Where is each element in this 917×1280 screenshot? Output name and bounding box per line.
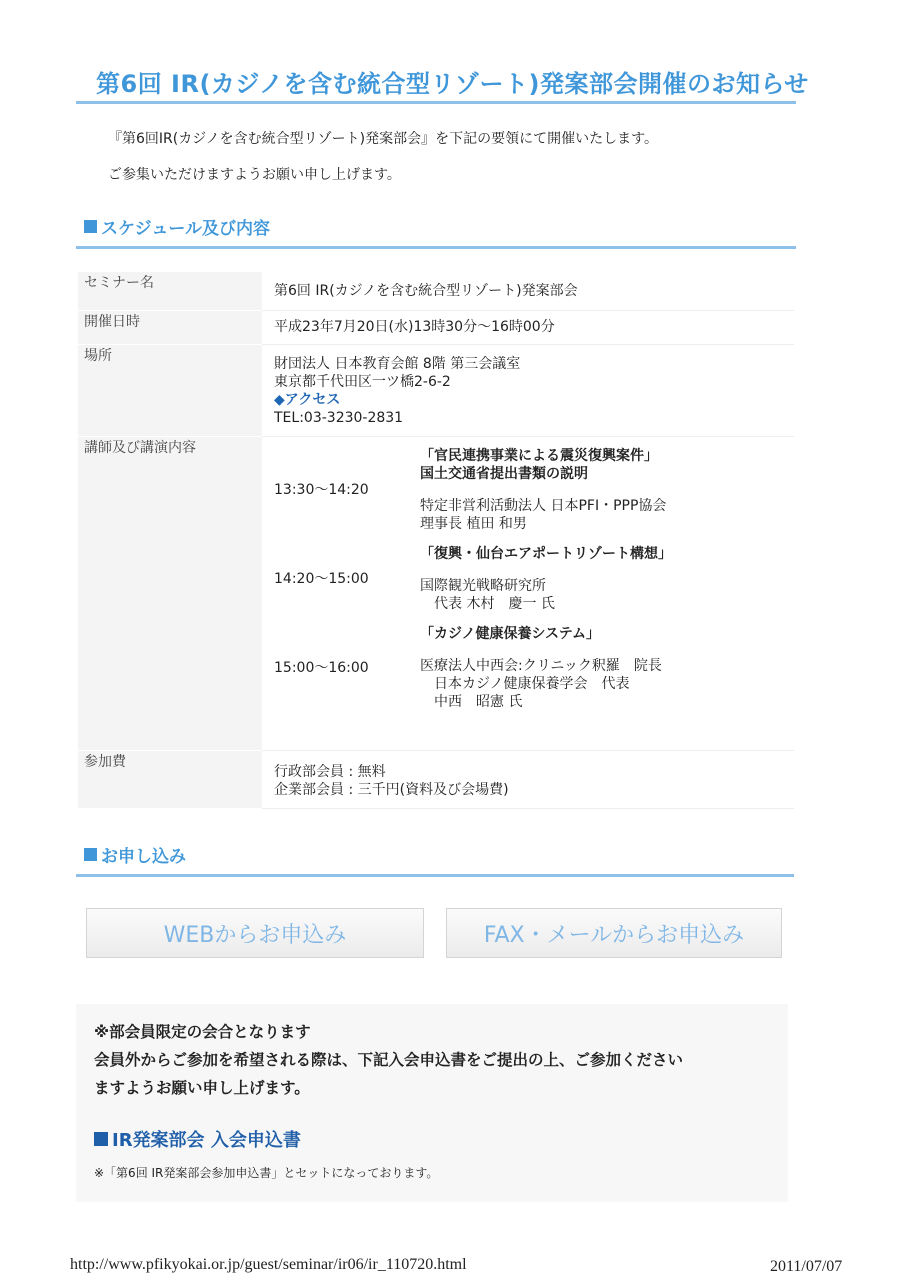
notice-text: ※部会員限定の会合となります [94,1023,311,1041]
lecture-speaker: 国際観光戦略研究所 [420,577,546,594]
lecture-value [262,436,794,750]
fax-email-apply-button[interactable]: FAX・メールからお申込み [446,908,782,958]
title-underline [76,101,796,104]
intro-text: 『第6回IR(カジノを含む統合型リゾート)発案部会』を下記の要領にて開催いたします。 [108,131,659,147]
square-bullet-icon [84,220,97,233]
lecture-speaker: 理事長 植田 和男 [420,515,527,532]
lecture-speaker: 特定非営利活動法人 日本PFI・PPP協会 [420,497,667,514]
table-row [78,344,794,436]
date-label: 開催日時 [78,310,262,344]
place-value [262,344,794,436]
membership-form-label: IR発案部会 入会申込書 [112,1130,301,1151]
date-value: 平成23年7月20日(水)13時30分～16時00分 [262,310,794,344]
application-heading [84,842,186,867]
form-note: ※「第6回 IR発案部会参加申込書」とセットになっております。 [94,1166,439,1180]
venue-tel: TEL:03-3230-2831 [274,409,404,426]
fee-admin: 行政部会員 : 無料 [274,763,386,780]
application-heading-label: お申し込み [101,847,186,867]
notice-text: ますようお願い申し上げます。 [94,1079,310,1097]
lecture-item [274,625,794,711]
web-apply-button[interactable]: WEBからお申込み [86,908,424,958]
notice-text: 会員外からご参加を希望される際は、下記入会申込書をご提出の上、ご参加ください [94,1051,684,1069]
lecture-speaker: 中西 昭憲 氏 [420,693,523,710]
section-divider [76,246,796,249]
table-row [78,436,794,750]
venue-name: 財団法人 日本教育会館 8階 第三会議室 [274,355,521,372]
lecture-title: 「カジノ健康保養システム」 [420,625,601,642]
lecture-time: 14:20～15:00 [274,570,369,587]
seminar-name-value: 第6回 IR(カジノを含む統合型リゾート)発案部会 [262,272,794,310]
page-title: 第6回 IR(カジノを含む統合型リゾート)発案部会開催のお知らせ [96,70,809,98]
lecture-speaker: 日本カジノ健康保養学会 代表 [420,675,630,692]
fee-corporate: 企業部会員 : 三千円(資料及び会場費) [274,781,509,798]
schedule-heading [84,214,270,239]
lecture-time: 13:30～14:20 [274,481,369,498]
section-divider [76,874,794,877]
lecture-label: 講師及び講演内容 [78,436,262,750]
lecture-title: 「官民連携事業による震災復興案件」 [420,447,658,464]
lecture-item [274,545,794,613]
footer-date: 2011/07/07 [770,1258,843,1275]
footer-url: http://www.pfikyokai.or.jp/guest/seminar/ir06/ir_110720.html [70,1256,467,1273]
access-link[interactable]: ◆アクセス [274,391,341,408]
fee-label: 参加費 [78,750,262,808]
lecture-item [274,447,794,533]
schedule-table [78,272,794,809]
intro-text-2: ご参集いただけますようお願い申し上げます。 [108,167,401,183]
lecture-detail [420,447,666,533]
square-bullet-icon [94,1132,108,1146]
lecture-title: 「復興・仙台エアポートリゾート構想」 [420,545,672,562]
lecture-speaker: 医療法人中西会:クリニック釈羅 院長 [420,657,662,674]
lecture-detail [420,545,672,613]
lecture-detail [420,625,662,711]
membership-form-link[interactable] [94,1126,301,1152]
schedule-heading-label: スケジュール及び内容 [101,219,270,239]
square-bullet-icon [84,848,97,861]
table-row [78,272,794,310]
place-label: 場所 [78,344,262,436]
lecture-time: 15:00～16:00 [274,659,369,676]
lecture-subtitle: 国土交通省提出書類の説明 [420,465,588,482]
fee-value [262,750,794,808]
lecture-speaker: 代表 木村 慶一 氏 [420,595,555,612]
seminar-name-label: セミナー名 [78,272,262,310]
table-row [78,750,794,808]
venue-address: 東京都千代田区一ツ橋2-6-2 [274,373,451,390]
table-row [78,310,794,344]
members-notice-box [76,1004,788,1202]
